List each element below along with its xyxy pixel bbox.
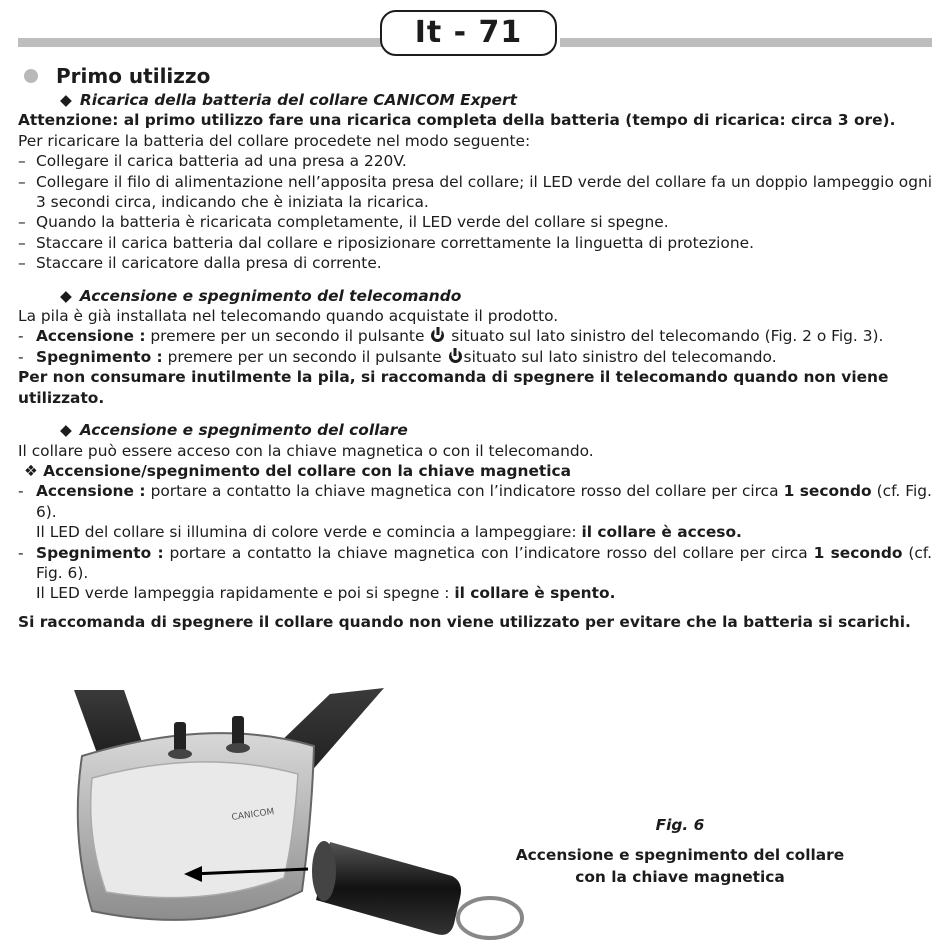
diamond-bullet-icon: ◆ — [60, 286, 72, 305]
header-rule-left — [18, 38, 382, 47]
collar-intro: Il collare può essere acceso con la chiave magnetica o con il telecomando. — [18, 441, 594, 460]
diamond-bullet-icon: ◆ — [60, 91, 72, 109]
diamond-bullet-icon: ◆ — [60, 421, 72, 440]
list-item: - Accensione : portare a contatto la chiave magnetica con l’indicatore rosso del collare per circa 1 secondo (cf. Fig. 6). — [18, 482, 932, 521]
subsection-heading-collar: ◆ Accensione e spegnimento del collare — [60, 421, 408, 440]
caption-line-2: con la chiave magnetica — [575, 868, 785, 886]
power-icon — [449, 350, 462, 363]
collar-note: Si raccomanda di spegnere il collare quando non viene utilizzato per evitare che la batteria si scarichi. — [18, 612, 911, 631]
collar-illustration — [62, 686, 542, 948]
collar-on-result: Il LED del collare si illumina di colore verde e comincia a lampeggiare: il collare è acceso. — [36, 523, 742, 542]
four-diamond-bullet-icon: ❖ — [24, 461, 38, 480]
remote-note: Per non consumare inutilmente la pila, si raccomanda di spegnere il telecomando quando non viene utilizzato. — [18, 368, 889, 407]
circle-bullet-icon — [24, 69, 38, 83]
remote-intro: La pila è già installata nel telecomando quando acquistate il prodotto. — [18, 307, 559, 326]
subsection-heading-remote: ◆ Accensione e spegnimento del telecomando — [60, 286, 462, 305]
page-body — [18, 64, 932, 632]
page-label: It - 71 — [414, 15, 523, 50]
header-rule-right — [560, 38, 932, 47]
list-item: - Spegnimento : portare a contatto la chiave magnetica con l’indicatore rosso del collare per circa 1 secondo (cf. Fig. 6). — [18, 543, 932, 582]
list-item: – Collegare il filo di alimentazione nell’apposita presa del collare; il LED verde del collare fa un doppio lampeggio ogni 3 secondi circa, indicando che è iniziata la ricarica. — [18, 172, 932, 212]
list-item: – Quando la batteria è ricaricata completamente, il LED verde del collare si spegne. — [18, 213, 669, 232]
collar-subtitle: ❖ Accensione/spegnimento del collare con la chiave magnetica — [24, 461, 572, 480]
list-item: – Staccare il carica batteria dal collare e riposizionare correttamente la linguetta di protezione. — [18, 233, 754, 252]
charging-intro: Per ricaricare la batteria del collare procedete nel modo seguente: — [18, 131, 531, 150]
subsection-heading-charging: ◆ Ricarica della batteria del collare CANICOM Expert — [60, 91, 517, 109]
section-title: Primo utilizzo — [56, 63, 211, 88]
svg-text:CANICOM: CANICOM — [231, 807, 275, 823]
figure-number: Fig. 6 — [655, 816, 705, 834]
power-icon — [431, 329, 444, 342]
caption-line-1: Accensione e spegnimento del collare — [515, 846, 845, 864]
charging-warning: Attenzione: al primo utilizzo fare una ricarica completa della batteria (tempo di ricarica: circa 3 ore). — [18, 111, 896, 130]
list-item: – Collegare il carica batteria ad una presa a 220V. — [18, 152, 407, 171]
charging-steps — [18, 151, 932, 273]
list-item: – Staccare il caricatore dalla presa di corrente. — [18, 254, 382, 273]
list-item: - Spegnimento : premere per un secondo il pulsante situato sul lato sinistro del telecomando. — [18, 347, 777, 366]
list-item: - Accensione : premere per un secondo il pulsante situato sul lato sinistro del telecomando (Fig. 2 o Fig. 3). — [18, 327, 884, 346]
figure-caption — [490, 814, 870, 888]
collar-off-result: Il LED verde lampeggia rapidamente e poi si spegne : il collare è spento. — [36, 584, 616, 603]
section-heading — [18, 64, 932, 88]
page-label-box — [380, 10, 557, 56]
